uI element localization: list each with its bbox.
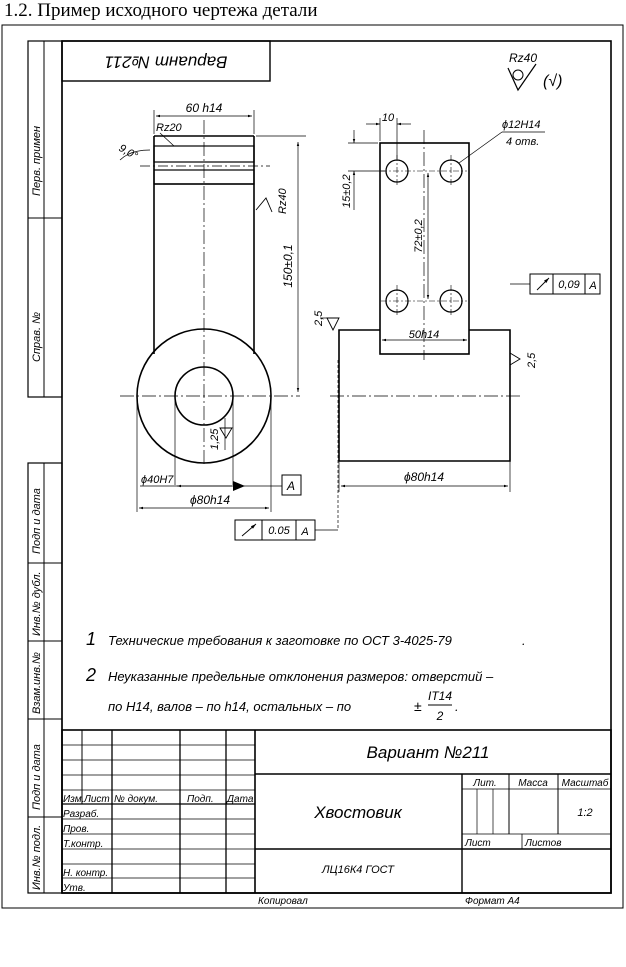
footer-format: Формат А4 [465, 896, 520, 907]
note-1-number: 1 [86, 629, 97, 649]
tb-part-name: Хвостовик [314, 803, 402, 822]
rough-side-left: 2,5 [313, 310, 325, 326]
dim-holes: ϕ12H14 [502, 119, 541, 131]
tb-massa: Масса [518, 778, 548, 789]
note-2-pm: ± [414, 698, 422, 714]
tb-h-doc: № докум. [114, 794, 159, 805]
tb-h-podp: Подп. [187, 794, 214, 805]
dim-spacing: 72±0,2 [413, 219, 425, 253]
dim-holes-count: 4 отв. [506, 136, 540, 148]
rough-chamfer-face: Rz40 [277, 188, 289, 214]
note-2-period: . [455, 699, 459, 714]
tb-row-nkontr: Н. контр. [63, 868, 109, 879]
footer-copied: Копировал [258, 896, 308, 907]
note-1-period: . [522, 633, 526, 648]
rough-side-right: 2,5 [526, 352, 538, 368]
tb-row-tkontr: Т.контр. [63, 839, 104, 850]
svg-text:Rz40: Rz40 [509, 51, 538, 65]
tb-h-data: Дата [227, 794, 254, 805]
tb-lit: Лит. [473, 778, 497, 789]
right-view [320, 118, 600, 492]
tb-h-izm: Изм. [63, 794, 85, 805]
dim-flange-width: 50h14 [408, 329, 440, 341]
dim-boss-left: ϕ80h14 [189, 493, 231, 507]
note-2-text-cont: по Н14, валов – по h14, остальных – по [108, 699, 352, 714]
note-2-frac-den: 2 [436, 709, 444, 723]
tb-row-prov: Пров. [63, 824, 90, 835]
dim-bore: ϕ40H7 [141, 474, 174, 486]
tol-right-datum: A [589, 280, 597, 292]
rotated-header-text: Вариант №211 [104, 52, 228, 72]
rough-top-face: Rz20 [156, 122, 182, 134]
tol-right-value: 0,09 [558, 279, 580, 291]
tb-row-razrab: Разраб. [63, 809, 100, 820]
technical-notes [85, 629, 526, 723]
svg-text:(√): (√) [543, 73, 563, 90]
side-label-inv-podl: Инв.№ подл. [31, 824, 43, 890]
side-label-podp-data-2: Подп и дата [31, 744, 43, 810]
tb-variant: Вариант №211 [366, 743, 490, 762]
tb-listov: Листов [525, 838, 562, 849]
rough-hole-wall: 1,25 [209, 428, 221, 450]
sheet-outer-border [2, 25, 623, 908]
tol-bottom-datum: A [301, 526, 309, 538]
tb-masshtab: Масштаб [561, 778, 609, 789]
drawing-frame [62, 41, 611, 893]
side-label-perv-primen: Перв. примен [31, 125, 43, 196]
note-2-frac-num: IT14 [427, 689, 453, 703]
datum-a-left: A [286, 479, 296, 493]
tb-scale: 1:2 [577, 807, 593, 819]
side-label-inv-dubl: Инв.№ дубл. [31, 571, 43, 636]
dim-side-10: 10 [381, 112, 395, 124]
dim-offset: 15±0,2 [341, 174, 353, 208]
dim-chamfer: 9,0° [116, 142, 140, 163]
tb-h-list: Лист [84, 794, 110, 805]
tb-material: ЛЦ16К4 ГОСТ [322, 864, 394, 876]
dim-boss-right: ϕ80h14 [403, 470, 445, 484]
tb-row-utv: Утв. [63, 883, 86, 894]
tb-list: Лист [465, 838, 491, 849]
side-label-vzam-inv: Взам.инв.№ [31, 652, 43, 714]
page-heading: 1.2. Пример исходного чертежа детали [4, 0, 318, 21]
dim-width-top: 60 h14 [185, 101, 223, 115]
note-2-number: 2 [86, 665, 97, 685]
dim-length: 150±0,1 [281, 244, 295, 288]
side-label-podp-data-1: Подп и дата [31, 488, 43, 554]
side-label-sprav: Справ. № [31, 312, 43, 362]
tol-bottom-value: 0.05 [268, 525, 290, 537]
note-1-text: Технические требования к заготовке по ОСТ 3-4025-79 [108, 633, 452, 648]
note-2-text: Неуказанные предельные отклонения размеров: отверстий – [108, 669, 494, 684]
general-roughness-symbol [508, 51, 562, 90]
